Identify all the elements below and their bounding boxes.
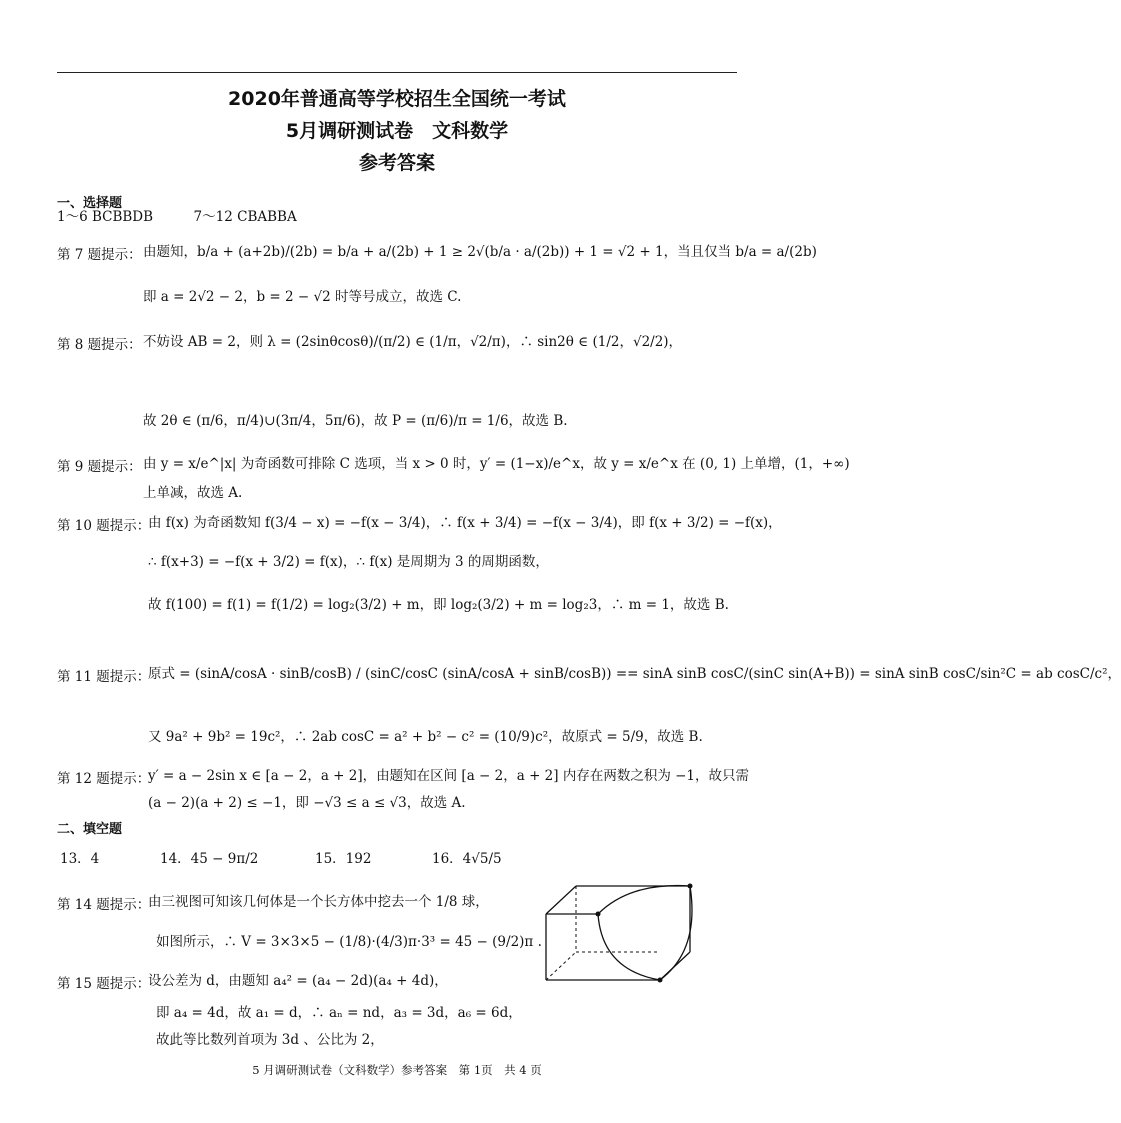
q11-line2: 又 9a² + 9b² = 19c²，∴ 2ab cosC = a² + b² − c² = (10/9)c²，故原式 = 5/9，故选 B.	[148, 729, 703, 745]
section-fill-in: 二、填空题	[57, 822, 123, 837]
q15-line3: 故此等比数列首项为 3d 、公比为 2，	[156, 1032, 384, 1048]
q12-label: 第 12 题提示：	[57, 771, 151, 787]
page-footer: 5 月调研测试卷（文科数学）参考答案 第 1页 共 4 页	[252, 1063, 542, 1077]
cuboid-with-eighth-sphere-removed-icon	[540, 880, 700, 990]
exam-subtitle: 5月调研测试卷 文科数学	[285, 120, 509, 142]
q9-line2: 上单减，故选 A.	[143, 485, 243, 501]
q8-line2: 故 2θ ∈ (π/6，π/4)∪(3π/4，5π/6)，故 P = (π/6)/π = 1/6，故选 B.	[143, 413, 568, 429]
q7-label: 第 7 题提示：	[57, 247, 142, 263]
answer-16: 16．4√5/5	[432, 851, 502, 867]
q11-line1: 原式 = (sinA/cosA · sinB/cosB) / (sinC/cosC (sinA/cosA + sinB/cosB)) == sinA sinB cosC/(sinC sin(A+B)) = sinA sinB cosC/sin²C = ab cosC/c²，	[148, 666, 1121, 682]
q11-label: 第 11 题提示：	[57, 669, 151, 685]
q9-line1: 由 y = x/e^|x| 为奇函数可排除 C 选项，当 x > 0 时，y′ = (1−x)/e^x，故 y = x/e^x 在 (0, 1) 上单增，(1，+∞)	[143, 456, 850, 472]
q8-line1: 不妨设 AB = 2，则 λ = (2sinθcosθ)/(π/2) ∈ (1/π，√2/π)，∴ sin2θ ∈ (1/2，√2/2)，	[143, 334, 683, 350]
q14-line2: 如图所示，∴ V = 3×3×5 − (1/8)·(4/3)π·3³ = 45 − (9/2)π .	[156, 934, 542, 950]
exam-title: 2020年普通高等学校招生全国统一考试	[228, 88, 566, 110]
q15-label: 第 15 题提示：	[57, 976, 151, 992]
answer-15: 15．192	[315, 851, 372, 867]
q10-label: 第 10 题提示：	[57, 518, 151, 534]
answer-13: 13．4	[60, 851, 100, 867]
q14-label: 第 14 题提示：	[57, 897, 151, 913]
q15-line1: 设公差为 d，由题知 a₄² = (a₄ − 2d)(a₄ + 4d)，	[148, 973, 448, 989]
section-multiple-choice: 一、选择题	[57, 196, 123, 211]
answer-14: 14．45 − 9π/2	[160, 851, 259, 867]
q10-line1: 由 f(x) 为奇函数知 f(3/4 − x) = −f(x − 3/4)，∴ f(x + 3/4) = −f(x − 3/4)，即 f(x + 3/2) = −f(x)，	[148, 515, 782, 531]
top-rule	[57, 72, 737, 73]
q10-line3: 故 f(100) = f(1) = f(1/2) = log₂(3/2) + m，即 log₂(3/2) + m = log₂3，∴ m = 1，故选 B.	[148, 597, 729, 613]
q9-label: 第 9 题提示：	[57, 459, 142, 475]
q7-line1: 由题知，b/a + (a+2b)/(2b) = b/a + a/(2b) + 1 ≥ 2√(b/a · a/(2b)) + 1 = √2 + 1，当且仅当 b/a = a/(2b)	[143, 244, 817, 260]
q7-line2: 即 a = 2√2 − 2，b = 2 − √2 时等号成立，故选 C.	[143, 289, 462, 305]
q12-line1: y′ = a − 2sin x ∈ [a − 2，a + 2]，由题知在区间 [a − 2，a + 2] 内存在两数之积为 −1，故只需	[148, 768, 750, 784]
q8-label: 第 8 题提示：	[57, 337, 142, 353]
q15-line2: 即 a₄ = 4d，故 a₁ = d，∴ aₙ = nd，a₃ = 3d，a₆ = 6d，	[156, 1005, 522, 1021]
answer-key-title: 参考答案	[358, 152, 435, 174]
q14-line1: 由三视图可知该几何体是一个长方体中挖去一个 1/8 球，	[148, 894, 489, 910]
choice-answers: 1～6 BCBBDB 7～12 CBABBA	[57, 209, 297, 225]
q12-line2: (a − 2)(a + 2) ≤ −1，即 −√3 ≤ a ≤ √3，故选 A.	[148, 795, 466, 811]
q10-line2: ∴ f(x+3) = −f(x + 3/2) = f(x)，∴ f(x) 是周期为 3 的周期函数，	[148, 554, 549, 570]
